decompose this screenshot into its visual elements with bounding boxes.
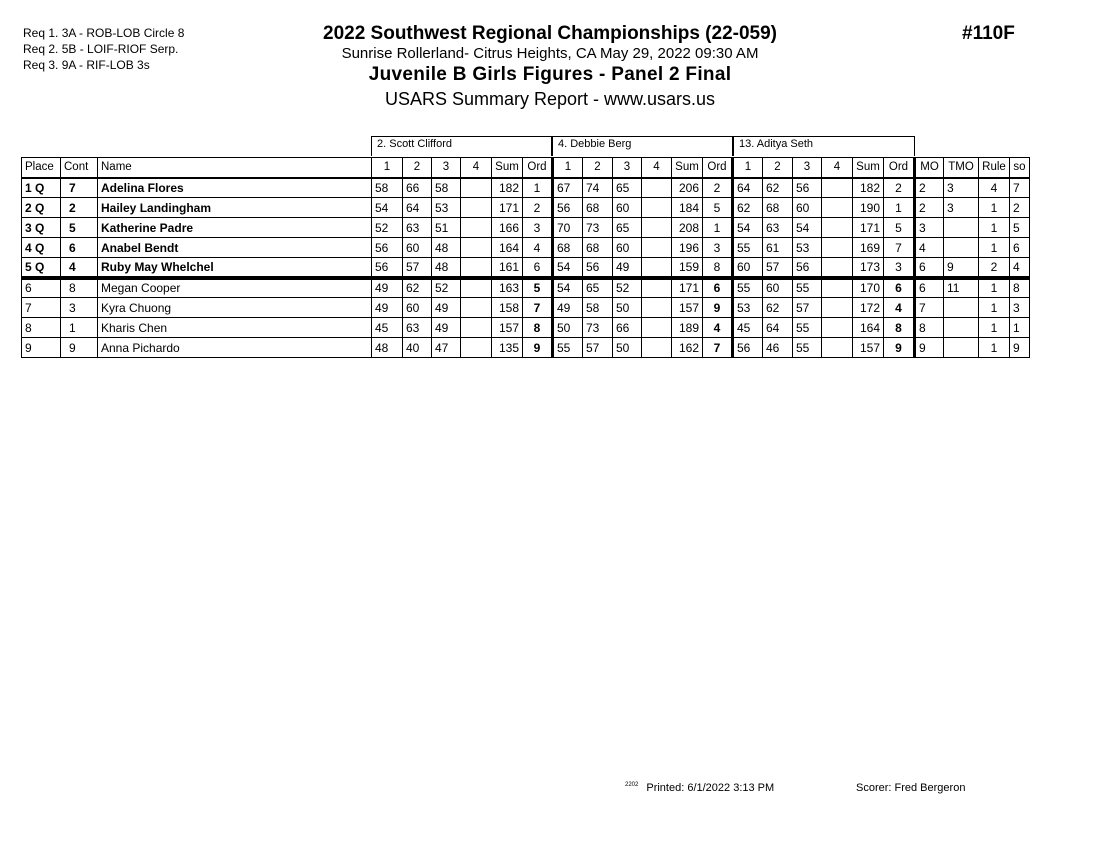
ordinal-cell: 2 — [703, 178, 733, 198]
score-cell: 50 — [613, 338, 642, 358]
so-cell: 6 — [1010, 238, 1030, 258]
score-cell: 55 — [733, 278, 763, 298]
score-cell: 47 — [432, 338, 461, 358]
score-cell: 56 — [583, 258, 613, 278]
ordinal-cell: 1 — [703, 218, 733, 238]
score-cell: 64 — [763, 318, 793, 338]
ordinal-cell: 4 — [523, 238, 553, 258]
score-cell: 54 — [793, 218, 822, 238]
score-cell: 70 — [553, 218, 583, 238]
ordinal-cell: 3 — [703, 238, 733, 258]
print-info — [625, 782, 774, 794]
column-header: 4 — [642, 158, 672, 178]
table-row — [22, 198, 1030, 218]
sum-cell: 159 — [672, 258, 703, 278]
score-cell: 50 — [553, 318, 583, 338]
score-cell: 57 — [763, 258, 793, 278]
scorer-info: Scorer: Fred Bergeron — [856, 782, 966, 794]
score-cell: 66 — [613, 318, 642, 338]
contestant-number-cell: 2 — [61, 198, 98, 218]
column-header: Ord — [523, 158, 553, 178]
sum-cell: 164 — [853, 318, 884, 338]
score-cell — [822, 198, 853, 218]
judge-3-name: 13. Aditya Seth — [733, 136, 915, 156]
column-header: Place — [22, 158, 61, 178]
place-cell: 8 — [22, 318, 61, 338]
skater-name-cell: Katherine Padre — [98, 218, 372, 238]
rule-cell: 4 — [979, 178, 1010, 198]
score-cell: 62 — [733, 198, 763, 218]
sum-cell: 161 — [492, 258, 523, 278]
table-row — [22, 218, 1030, 238]
ordinal-cell: 3 — [884, 258, 915, 278]
ordinal-cell: 5 — [703, 198, 733, 218]
tmo-cell — [944, 238, 979, 258]
rule-cell: 1 — [979, 298, 1010, 318]
score-cell: 62 — [763, 178, 793, 198]
score-cell: 55 — [793, 278, 822, 298]
sum-cell: 189 — [672, 318, 703, 338]
mo-cell: 2 — [915, 178, 944, 198]
sum-cell: 171 — [492, 198, 523, 218]
score-cell — [642, 338, 672, 358]
sum-cell: 172 — [853, 298, 884, 318]
score-cell — [642, 258, 672, 278]
score-cell: 73 — [583, 318, 613, 338]
ordinal-cell: 4 — [703, 318, 733, 338]
score-cell — [642, 278, 672, 298]
mo-cell: 6 — [915, 258, 944, 278]
score-cell: 50 — [613, 298, 642, 318]
score-cell: 68 — [763, 198, 793, 218]
score-cell: 63 — [763, 218, 793, 238]
requirement-1: Req 1. 3A - ROB-LOB Circle 8 — [23, 26, 185, 40]
requirements-list — [23, 25, 184, 73]
ordinal-cell: 4 — [884, 298, 915, 318]
column-header: 3 — [432, 158, 461, 178]
score-cell: 55 — [553, 338, 583, 358]
rule-cell: 1 — [979, 278, 1010, 298]
column-header: Sum — [672, 158, 703, 178]
score-cell — [461, 278, 492, 298]
table-row — [22, 178, 1030, 198]
score-cell — [822, 178, 853, 198]
sum-cell: 164 — [492, 238, 523, 258]
mo-cell: 2 — [915, 198, 944, 218]
mo-cell: 4 — [915, 238, 944, 258]
report-code: 2202 — [625, 782, 639, 788]
score-cell: 57 — [403, 258, 432, 278]
score-cell: 65 — [583, 278, 613, 298]
score-cell: 68 — [553, 238, 583, 258]
place-cell: 4 Q — [22, 238, 61, 258]
ordinal-cell: 7 — [703, 338, 733, 358]
score-cell: 48 — [432, 258, 461, 278]
contestant-number-cell: 8 — [61, 278, 98, 298]
column-header: Ord — [703, 158, 733, 178]
mo-cell: 7 — [915, 298, 944, 318]
score-cell: 54 — [372, 198, 403, 218]
so-cell: 1 — [1010, 318, 1030, 338]
ordinal-cell: 5 — [523, 278, 553, 298]
score-cell: 45 — [733, 318, 763, 338]
place-cell: 3 Q — [22, 218, 61, 238]
table-row — [22, 298, 1030, 318]
score-cell: 60 — [733, 258, 763, 278]
sum-cell: 157 — [492, 318, 523, 338]
rule-cell: 2 — [979, 258, 1010, 278]
score-cell: 68 — [583, 198, 613, 218]
score-cell: 54 — [553, 258, 583, 278]
skater-name-cell: Anna Pichardo — [98, 338, 372, 358]
sum-cell: 208 — [672, 218, 703, 238]
score-cell — [822, 218, 853, 238]
score-cell — [642, 218, 672, 238]
sum-cell: 182 — [492, 178, 523, 198]
sum-cell: 157 — [672, 298, 703, 318]
contestant-number-cell: 7 — [61, 178, 98, 198]
tmo-cell — [944, 318, 979, 338]
skater-name-cell: Kharis Chen — [98, 318, 372, 338]
score-cell: 56 — [372, 238, 403, 258]
ordinal-cell: 2 — [523, 198, 553, 218]
sum-cell: 182 — [853, 178, 884, 198]
score-cell: 60 — [613, 238, 642, 258]
so-cell: 8 — [1010, 278, 1030, 298]
ordinal-cell: 6 — [523, 258, 553, 278]
score-cell: 56 — [553, 198, 583, 218]
column-header: 2 — [403, 158, 432, 178]
skater-name-cell: Kyra Chuong — [98, 298, 372, 318]
score-cell — [461, 178, 492, 198]
score-cell — [822, 258, 853, 278]
skater-name-cell: Adelina Flores — [98, 178, 372, 198]
table-row — [22, 338, 1030, 358]
score-cell — [461, 338, 492, 358]
report-title: USARS Summary Report - www.usars.us — [384, 89, 716, 109]
score-cell — [642, 178, 672, 198]
score-cell: 64 — [733, 178, 763, 198]
column-header: Rule — [979, 158, 1010, 178]
contestant-number-cell: 9 — [61, 338, 98, 358]
score-cell: 60 — [403, 238, 432, 258]
judge-2-name: 4. Debbie Berg — [552, 136, 733, 156]
score-cell — [642, 298, 672, 318]
score-cell: 49 — [432, 298, 461, 318]
column-header: 4 — [822, 158, 853, 178]
score-cell: 68 — [583, 238, 613, 258]
ordinal-cell: 8 — [703, 258, 733, 278]
ordinal-cell: 8 — [884, 318, 915, 338]
column-header: 4 — [461, 158, 492, 178]
score-cell: 57 — [583, 338, 613, 358]
contestant-number-cell: 5 — [61, 218, 98, 238]
score-cell: 62 — [763, 298, 793, 318]
rule-cell: 1 — [979, 238, 1010, 258]
printed-timestamp: Printed: 6/1/2022 3:13 PM — [646, 782, 775, 794]
requirement-3: Req 3. 9A - RIF-LOB 3s — [23, 58, 150, 72]
score-cell: 56 — [793, 258, 822, 278]
ordinal-cell: 7 — [523, 298, 553, 318]
ordinal-cell: 9 — [523, 338, 553, 358]
score-cell: 40 — [403, 338, 432, 358]
column-header: Ord — [884, 158, 915, 178]
sum-cell: 171 — [853, 218, 884, 238]
score-cell: 49 — [553, 298, 583, 318]
judge-1-name: 2. Scott Clifford — [371, 136, 552, 156]
table-row — [22, 278, 1030, 298]
place-cell: 5 Q — [22, 258, 61, 278]
so-cell: 7 — [1010, 178, 1030, 198]
so-cell: 4 — [1010, 258, 1030, 278]
table-header-row — [22, 158, 1030, 178]
sum-cell: 190 — [853, 198, 884, 218]
score-cell: 65 — [613, 218, 642, 238]
column-header: MO — [915, 158, 944, 178]
skater-name-cell: Megan Cooper — [98, 278, 372, 298]
score-cell: 53 — [432, 198, 461, 218]
column-header: 1 — [372, 158, 403, 178]
score-cell — [461, 238, 492, 258]
score-cell — [461, 318, 492, 338]
column-header: 1 — [553, 158, 583, 178]
score-cell: 51 — [432, 218, 461, 238]
score-cell — [461, 198, 492, 218]
sum-cell: 196 — [672, 238, 703, 258]
tmo-cell — [944, 298, 979, 318]
score-cell: 53 — [733, 298, 763, 318]
skater-name-cell: Ruby May Whelchel — [98, 258, 372, 278]
score-cell: 57 — [793, 298, 822, 318]
ordinal-cell: 9 — [703, 298, 733, 318]
so-cell: 9 — [1010, 338, 1030, 358]
competition-title: 2022 Southwest Regional Championships (22-059) — [323, 23, 777, 44]
place-cell: 1 Q — [22, 178, 61, 198]
score-cell: 64 — [403, 198, 432, 218]
ordinal-cell: 9 — [884, 338, 915, 358]
sum-cell: 169 — [853, 238, 884, 258]
column-header: 2 — [583, 158, 613, 178]
score-cell: 54 — [553, 278, 583, 298]
score-cell: 58 — [432, 178, 461, 198]
rule-cell: 1 — [979, 198, 1010, 218]
score-cell — [822, 278, 853, 298]
event-number: #110F — [962, 23, 1015, 44]
score-cell: 55 — [793, 318, 822, 338]
so-cell: 2 — [1010, 198, 1030, 218]
score-cell: 58 — [583, 298, 613, 318]
score-cell: 73 — [583, 218, 613, 238]
place-cell: 2 Q — [22, 198, 61, 218]
score-cell: 49 — [372, 298, 403, 318]
ordinal-cell: 6 — [703, 278, 733, 298]
rule-cell: 1 — [979, 218, 1010, 238]
score-cell: 63 — [403, 318, 432, 338]
column-header: 2 — [763, 158, 793, 178]
score-cell — [822, 238, 853, 258]
score-cell — [642, 318, 672, 338]
score-cell — [822, 318, 853, 338]
score-cell — [461, 298, 492, 318]
table-row — [22, 258, 1030, 278]
so-cell: 3 — [1010, 298, 1030, 318]
score-cell: 60 — [793, 198, 822, 218]
sum-cell: 184 — [672, 198, 703, 218]
place-cell: 7 — [22, 298, 61, 318]
tmo-cell: 11 — [944, 278, 979, 298]
score-cell: 52 — [613, 278, 642, 298]
tmo-cell — [944, 218, 979, 238]
score-cell: 66 — [403, 178, 432, 198]
score-cell: 56 — [793, 178, 822, 198]
ordinal-cell: 1 — [884, 198, 915, 218]
results-table — [21, 157, 1030, 358]
score-cell: 52 — [432, 278, 461, 298]
column-header: Name — [98, 158, 372, 178]
ordinal-cell: 1 — [523, 178, 553, 198]
skater-name-cell: Anabel Bendt — [98, 238, 372, 258]
contestant-number-cell: 4 — [61, 258, 98, 278]
score-cell — [461, 258, 492, 278]
score-cell: 49 — [432, 318, 461, 338]
score-cell: 54 — [733, 218, 763, 238]
score-cell: 56 — [372, 258, 403, 278]
rule-cell: 1 — [979, 318, 1010, 338]
score-cell: 60 — [613, 198, 642, 218]
score-cell: 65 — [613, 178, 642, 198]
ordinal-cell: 5 — [884, 218, 915, 238]
score-cell: 49 — [613, 258, 642, 278]
contestant-number-cell: 3 — [61, 298, 98, 318]
contestant-number-cell: 6 — [61, 238, 98, 258]
score-cell: 60 — [763, 278, 793, 298]
ordinal-cell: 7 — [884, 238, 915, 258]
tmo-cell — [944, 338, 979, 358]
mo-cell: 9 — [915, 338, 944, 358]
score-cell — [642, 238, 672, 258]
column-header: Cont — [61, 158, 98, 178]
score-cell: 48 — [432, 238, 461, 258]
venue-line: Sunrise Rollerland- Citrus Heights, CA May 29, 2022 09:30 AM — [341, 45, 759, 62]
score-cell: 53 — [793, 238, 822, 258]
tmo-cell: 3 — [944, 178, 979, 198]
table-row — [22, 238, 1030, 258]
sum-cell: 171 — [672, 278, 703, 298]
sum-cell: 163 — [492, 278, 523, 298]
place-cell: 6 — [22, 278, 61, 298]
score-cell — [822, 298, 853, 318]
sum-cell: 135 — [492, 338, 523, 358]
score-cell — [822, 338, 853, 358]
column-header: 3 — [793, 158, 822, 178]
contestant-number-cell: 1 — [61, 318, 98, 338]
score-cell: 55 — [793, 338, 822, 358]
score-cell: 61 — [763, 238, 793, 258]
column-header: Sum — [492, 158, 523, 178]
column-header: TMO — [944, 158, 979, 178]
score-cell: 45 — [372, 318, 403, 338]
ordinal-cell: 3 — [523, 218, 553, 238]
ordinal-cell: 2 — [884, 178, 915, 198]
sum-cell: 158 — [492, 298, 523, 318]
score-cell: 48 — [372, 338, 403, 358]
score-cell: 63 — [403, 218, 432, 238]
sum-cell: 173 — [853, 258, 884, 278]
tmo-cell: 9 — [944, 258, 979, 278]
mo-cell: 3 — [915, 218, 944, 238]
mo-cell: 6 — [915, 278, 944, 298]
column-header: 1 — [733, 158, 763, 178]
sum-cell: 166 — [492, 218, 523, 238]
rule-cell: 1 — [979, 338, 1010, 358]
score-cell — [461, 218, 492, 238]
score-cell: 55 — [733, 238, 763, 258]
sum-cell: 162 — [672, 338, 703, 358]
ordinal-cell: 6 — [884, 278, 915, 298]
column-header: so — [1010, 158, 1030, 178]
column-header: Sum — [853, 158, 884, 178]
sum-cell: 206 — [672, 178, 703, 198]
score-cell: 52 — [372, 218, 403, 238]
sum-cell: 170 — [853, 278, 884, 298]
mo-cell: 8 — [915, 318, 944, 338]
score-cell — [642, 198, 672, 218]
score-cell: 67 — [553, 178, 583, 198]
score-cell: 49 — [372, 278, 403, 298]
tmo-cell: 3 — [944, 198, 979, 218]
requirement-2: Req 2. 5B - LOIF-RIOF Serp. — [23, 42, 179, 56]
table-row — [22, 318, 1030, 338]
score-cell: 58 — [372, 178, 403, 198]
score-cell: 56 — [733, 338, 763, 358]
so-cell: 5 — [1010, 218, 1030, 238]
event-title: Juvenile B Girls Figures - Panel 2 Final — [368, 64, 732, 85]
place-cell: 9 — [22, 338, 61, 358]
ordinal-cell: 8 — [523, 318, 553, 338]
sum-cell: 157 — [853, 338, 884, 358]
score-cell: 62 — [403, 278, 432, 298]
score-cell: 60 — [403, 298, 432, 318]
column-header: 3 — [613, 158, 642, 178]
skater-name-cell: Hailey Landingham — [98, 198, 372, 218]
score-cell: 46 — [763, 338, 793, 358]
score-cell: 74 — [583, 178, 613, 198]
